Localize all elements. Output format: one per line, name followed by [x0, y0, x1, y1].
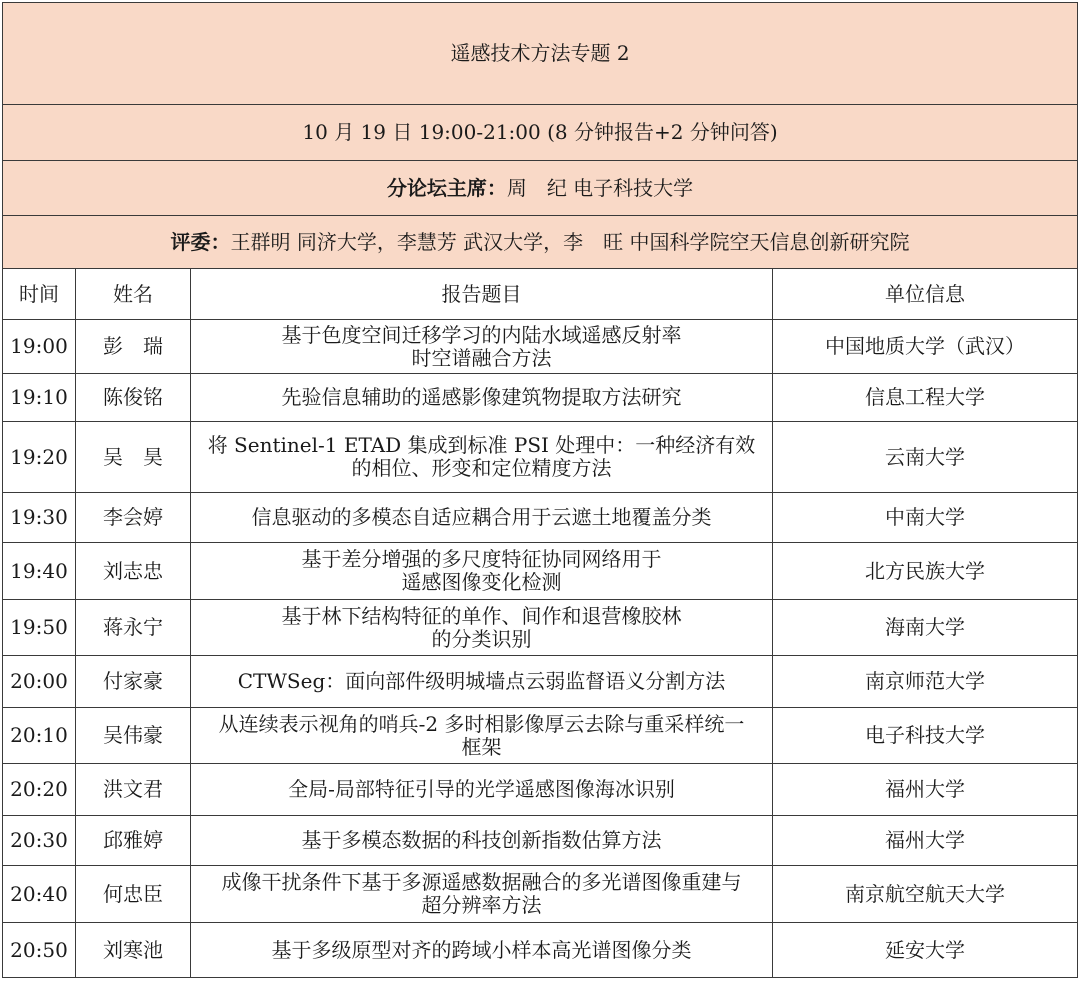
table-row: [3, 923, 1078, 978]
row-name: 陈俊铭: [76, 374, 191, 422]
schedule-table: [2, 2, 1078, 978]
row-title-line-2: 遥感图像变化检测: [401, 570, 562, 594]
row-name: 蒋永宁: [76, 600, 191, 656]
row-title-line-2: 的分类识别: [431, 626, 532, 651]
row-title-line-2: 时空谱融合方法: [411, 345, 552, 370]
header-date-row: [3, 105, 1078, 161]
row-affiliation: 云南大学: [773, 422, 1078, 493]
table-row: [3, 600, 1078, 656]
row-time: 19:30: [3, 493, 76, 543]
row-time: 19:20: [3, 422, 76, 493]
row-name: 刘寒池: [76, 923, 191, 978]
row-affiliation: 北方民族大学: [773, 543, 1078, 600]
row-name: 吴伟豪: [76, 708, 191, 764]
row-affiliation: 电子科技大学: [773, 708, 1078, 764]
row-time: 19:40: [3, 543, 76, 600]
row-title-line-1: 基于色度空间迁移学习的内陆水域遥感反射率: [281, 322, 682, 347]
row-affiliation: 南京航空航天大学: [773, 866, 1078, 923]
row-title: 信息驱动的多模态自适应耦合用于云遮土地覆盖分类: [191, 493, 773, 543]
row-time: 20:00: [3, 656, 76, 708]
row-time: 19:50: [3, 600, 76, 656]
table-row: [3, 816, 1078, 866]
header-title-row: [3, 3, 1078, 105]
row-title: [191, 708, 773, 764]
session-title: 遥感技术方法专题 2: [3, 3, 1078, 105]
row-time: 20:30: [3, 816, 76, 866]
row-title-line-1: 从连续表示视角的哨兵-2 多时相影像厚云去除与重采样统一: [218, 711, 745, 736]
row-name: 李会婷: [76, 493, 191, 543]
row-time: 19:10: [3, 374, 76, 422]
row-title-line-1: 基于林下结构特征的单作、间作和退营橡胶林: [281, 603, 682, 628]
column-header-affiliation: 单位信息: [773, 269, 1078, 320]
row-title: CTWSeg：面向部件级明城墙点云弱监督语义分割方法: [191, 656, 773, 708]
row-affiliation: 中国地质大学（武汉）: [773, 320, 1078, 374]
row-name: 彭 瑞: [76, 320, 191, 374]
judges-label: 评委：: [170, 229, 231, 254]
table-row: [3, 374, 1078, 422]
row-title: [191, 320, 773, 374]
chair-value: 周 纪 电子科技大学: [506, 175, 694, 200]
table-row: [3, 708, 1078, 764]
row-time: 20:10: [3, 708, 76, 764]
row-name: 何忠臣: [76, 866, 191, 923]
row-title: [191, 600, 773, 656]
row-affiliation: 延安大学: [773, 923, 1078, 978]
row-time: 20:40: [3, 866, 76, 923]
row-name: 吴 昊: [76, 422, 191, 493]
session-chair: [3, 161, 1078, 216]
row-title-line-2: 框架: [461, 734, 502, 759]
row-title: [191, 422, 773, 493]
column-header-time: 时间: [3, 269, 76, 320]
table-row: [3, 493, 1078, 543]
session-judges: [3, 216, 1078, 269]
row-title-line-1: 基于差分增强的多尺度特征协同网络用于: [301, 547, 662, 571]
row-title: 全局-局部特征引导的光学遥感图像海冰识别: [191, 764, 773, 816]
row-name: 洪文君: [76, 764, 191, 816]
row-affiliation: 中南大学: [773, 493, 1078, 543]
table-row: [3, 764, 1078, 816]
row-name: 付家豪: [76, 656, 191, 708]
row-time: 20:50: [3, 923, 76, 978]
chair-label: 分论坛主席：: [386, 175, 507, 200]
row-title: [191, 543, 773, 600]
row-name: 邱雅婷: [76, 816, 191, 866]
column-header-title: 报告题目: [191, 269, 773, 320]
row-title-line-1: 成像干扰条件下基于多源遥感数据融合的多光谱图像重建与: [221, 870, 742, 894]
table-row: [3, 866, 1078, 923]
row-affiliation: 福州大学: [773, 764, 1078, 816]
row-title: 先验信息辅助的遥感影像建筑物提取方法研究: [191, 374, 773, 422]
row-title-line-2: 的相位、形变和定位精度方法: [351, 456, 612, 480]
row-title: [191, 866, 773, 923]
table-row: [3, 656, 1078, 708]
column-header-row: [3, 269, 1078, 320]
header-chair-row: [3, 161, 1078, 216]
row-title-line-1: 将 Sentinel-1 ETAD 集成到标准 PSI 处理中：一种经济有效: [207, 433, 756, 457]
row-affiliation: 福州大学: [773, 816, 1078, 866]
row-name: 刘志忠: [76, 543, 191, 600]
column-header-name: 姓名: [76, 269, 191, 320]
row-time: 20:20: [3, 764, 76, 816]
table-row: [3, 543, 1078, 600]
row-affiliation: 海南大学: [773, 600, 1078, 656]
row-affiliation: 信息工程大学: [773, 374, 1078, 422]
row-time: 19:00: [3, 320, 76, 374]
row-title-line-2: 超分辨率方法: [421, 893, 542, 917]
table-row: [3, 320, 1078, 374]
row-title: 基于多级原型对齐的跨域小样本高光谱图像分类: [191, 923, 773, 978]
row-affiliation: 南京师范大学: [773, 656, 1078, 708]
judges-value: 王群明 同济大学，李慧芳 武汉大学，李 旺 中国科学院空天信息创新研究院: [230, 229, 910, 254]
table-row: [3, 422, 1078, 493]
header-judges-row: [3, 216, 1078, 269]
session-date: 10 月 19 日 19:00-21:00 (8 分钟报告+2 分钟问答): [3, 105, 1078, 161]
row-title: 基于多模态数据的科技创新指数估算方法: [191, 816, 773, 866]
